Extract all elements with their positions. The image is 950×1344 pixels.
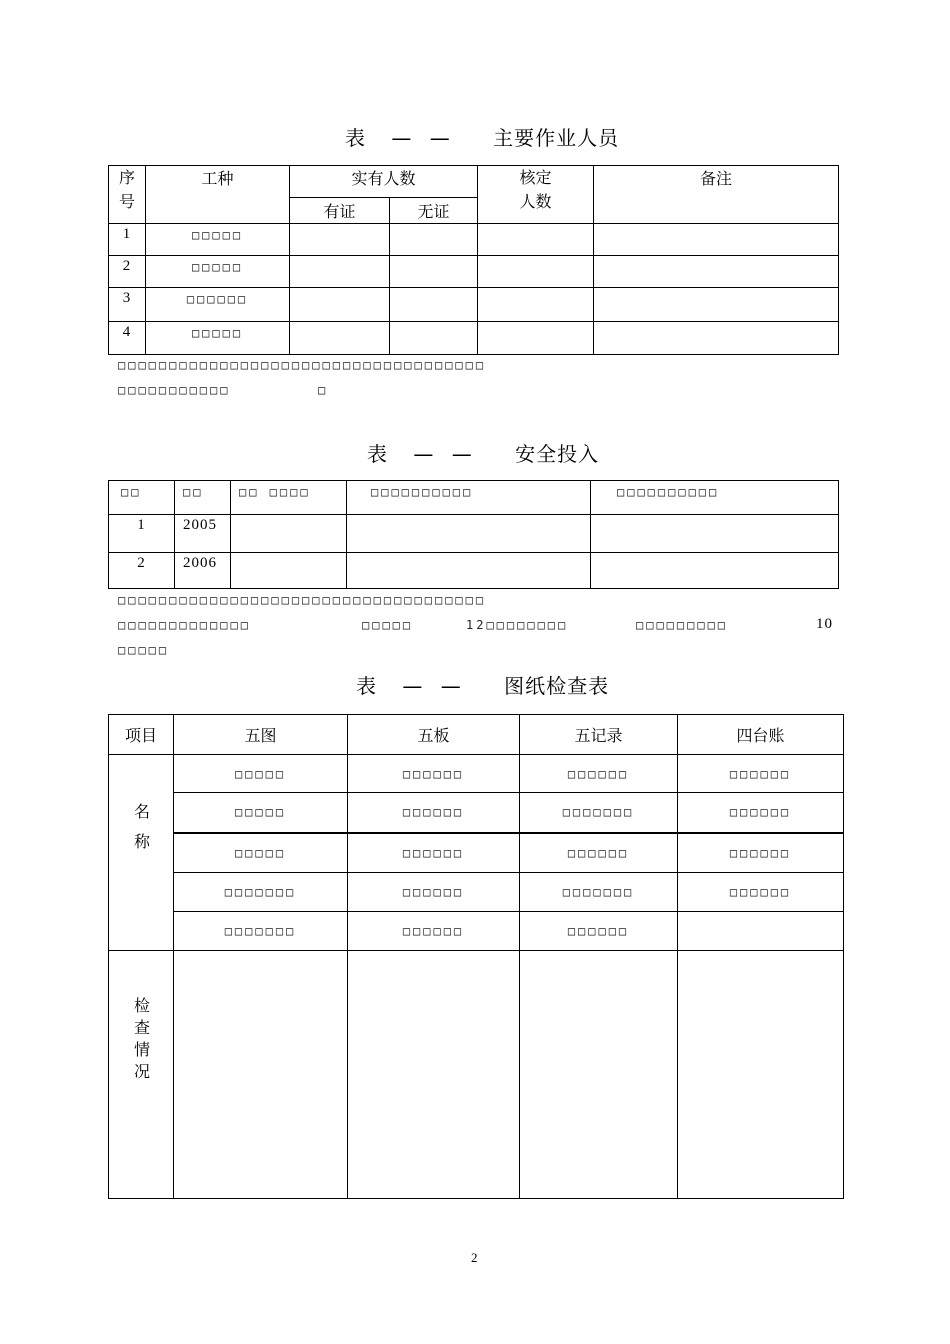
table2-title-prefix: 表 — [367, 442, 388, 466]
table-row — [109, 873, 844, 912]
table-row — [109, 793, 844, 833]
certified-cell — [290, 224, 390, 256]
sitaizhang-cell: □□□□□□ — [678, 793, 844, 833]
table-row — [109, 755, 844, 793]
wujilu-cell: □□□□□□ — [520, 833, 678, 873]
wujilu-cell: □□□□□□□ — [520, 873, 678, 912]
year-cell: 2006 — [175, 553, 231, 589]
table-row — [109, 224, 839, 256]
check-wutu-cell — [174, 951, 348, 1199]
certified-cell — [290, 322, 390, 355]
table-row — [109, 833, 844, 873]
wuban-cell: □□□□□□ — [348, 833, 520, 873]
table1-title-dashes: — — — [391, 126, 456, 150]
wutu-cell: □□□□□□□ — [174, 912, 348, 951]
detail-cell — [591, 553, 839, 589]
amount-cell — [231, 515, 347, 553]
table2-note-line1: □□□□□□□□□□□□□□□□□□□□□□□□□□□□□□□□□□□□ — [118, 593, 487, 607]
table-row — [109, 322, 839, 355]
job-cell: □□□□□ — [146, 224, 290, 256]
check-label: 检查情况 — [131, 997, 151, 1085]
sitaizhang-cell — [678, 912, 844, 951]
table3-title-text: 图纸检查表 — [504, 674, 610, 698]
table1-title-text: 主要作业人员 — [493, 126, 620, 150]
table2-title — [367, 438, 599, 467]
header-certified: 有证 — [290, 198, 390, 224]
row-number: 2 — [109, 553, 175, 589]
header-seq-label: 序号 — [118, 168, 135, 211]
header-col4: □□□□□□□□□□ — [347, 481, 591, 515]
wutu-cell: □□□□□ — [174, 793, 348, 833]
table2-note-line2d: □□□□□□□□□ — [636, 618, 729, 632]
table-row — [109, 256, 839, 288]
table3-title — [356, 670, 609, 699]
sitaizhang-cell: □□□□□□ — [678, 833, 844, 873]
check-wuban-cell — [348, 951, 520, 1199]
safety-investment-table — [108, 480, 839, 589]
table2-title-dashes: — — — [413, 442, 478, 466]
row-number: 1 — [109, 515, 175, 553]
remark-cell — [594, 288, 839, 322]
header-uncertified: 无证 — [390, 198, 478, 224]
name-label-cell — [109, 755, 174, 951]
approved-cell — [478, 224, 594, 256]
wujilu-cell: □□□□□□□ — [520, 793, 678, 833]
remark-cell — [594, 256, 839, 288]
detail-cell — [347, 515, 591, 553]
header-col5: □□□□□□□□□□ — [591, 481, 839, 515]
table2-note-line2a: □□□□□□□□□□□□□ — [118, 618, 251, 632]
header-actual-count: 实有人数 — [290, 166, 478, 198]
amount-cell — [231, 553, 347, 589]
header-col1: □□ — [109, 481, 175, 515]
header-sitaizhang: 四台账 — [678, 715, 844, 755]
table2-note-line2b: □□□□□ — [362, 618, 414, 632]
uncertified-cell — [390, 224, 478, 256]
wutu-cell: □□□□□ — [174, 833, 348, 873]
header-wuban: 五板 — [348, 715, 520, 755]
check-row — [109, 951, 844, 1199]
detail-cell — [347, 553, 591, 589]
check-wujilu-cell — [520, 951, 678, 1199]
table-row — [109, 515, 839, 553]
table1-title — [345, 122, 619, 151]
header-job: 工种 — [146, 166, 290, 224]
row-number: 4 — [109, 322, 146, 355]
wutu-cell: □□□□□ — [174, 755, 348, 793]
job-cell: □□□□□□ — [146, 288, 290, 322]
uncertified-cell — [390, 322, 478, 355]
table1-note-line1: □□□□□□□□□□□□□□□□□□□□□□□□□□□□□□□□□□□□ — [118, 358, 487, 372]
table2-note-line2c: 12□□□□□□□□ — [466, 618, 569, 632]
header-col3: □□ □□□□ — [231, 481, 347, 515]
table3-title-dashes: — — — [402, 674, 467, 698]
check-label-cell — [109, 951, 174, 1199]
table3-title-prefix: 表 — [356, 674, 377, 698]
personnel-table — [108, 165, 839, 355]
approved-cell — [478, 256, 594, 288]
row-number: 2 — [109, 256, 146, 288]
row-number: 3 — [109, 288, 146, 322]
wujilu-cell: □□□□□□ — [520, 755, 678, 793]
job-cell: □□□□□ — [146, 256, 290, 288]
header-wujilu: 五记录 — [520, 715, 678, 755]
table2-note-line3: □□□□□ — [118, 643, 170, 657]
header-remark: 备注 — [594, 166, 839, 224]
row-number: 1 — [109, 224, 146, 256]
name-label: 名称 — [131, 802, 151, 863]
year-cell: 2005 — [175, 515, 231, 553]
table2-title-text: 安全投入 — [515, 442, 600, 466]
check-sitaizhang-cell — [678, 951, 844, 1199]
wuban-cell: □□□□□□ — [348, 912, 520, 951]
header-item: 项目 — [109, 715, 174, 755]
header-col2: □□ — [175, 481, 231, 515]
certified-cell — [290, 288, 390, 322]
uncertified-cell — [390, 256, 478, 288]
header-approved-count — [478, 166, 594, 224]
header-wutu: 五图 — [174, 715, 348, 755]
approved-cell — [478, 322, 594, 355]
approved-cell — [478, 288, 594, 322]
table-row — [109, 553, 839, 589]
uncertified-cell — [390, 288, 478, 322]
remark-cell — [594, 322, 839, 355]
certified-cell — [290, 256, 390, 288]
drawing-check-table — [108, 714, 844, 1199]
table1-title-prefix: 表 — [345, 126, 366, 150]
wuban-cell: □□□□□□ — [348, 793, 520, 833]
sitaizhang-cell: □□□□□□ — [678, 755, 844, 793]
wuban-cell: □□□□□□ — [348, 873, 520, 912]
wujilu-cell: □□□□□□ — [520, 912, 678, 951]
header-approved-label: 核定人数 — [519, 168, 552, 211]
wutu-cell: □□□□□□□ — [174, 873, 348, 912]
sitaizhang-cell: □□□□□□ — [678, 873, 844, 912]
table2-note-line2e: 10 — [816, 616, 833, 632]
table-row — [109, 288, 839, 322]
job-cell: □□□□□ — [146, 322, 290, 355]
page-number: 2 — [471, 1250, 479, 1265]
table-row — [109, 912, 844, 951]
detail-cell — [591, 515, 839, 553]
remark-cell — [594, 224, 839, 256]
wuban-cell: □□□□□□ — [348, 755, 520, 793]
table1-note-line2a: □□□□□□□□□□□ — [118, 383, 231, 397]
table1-note-line2b: □ — [318, 383, 329, 397]
header-seq — [109, 166, 146, 224]
